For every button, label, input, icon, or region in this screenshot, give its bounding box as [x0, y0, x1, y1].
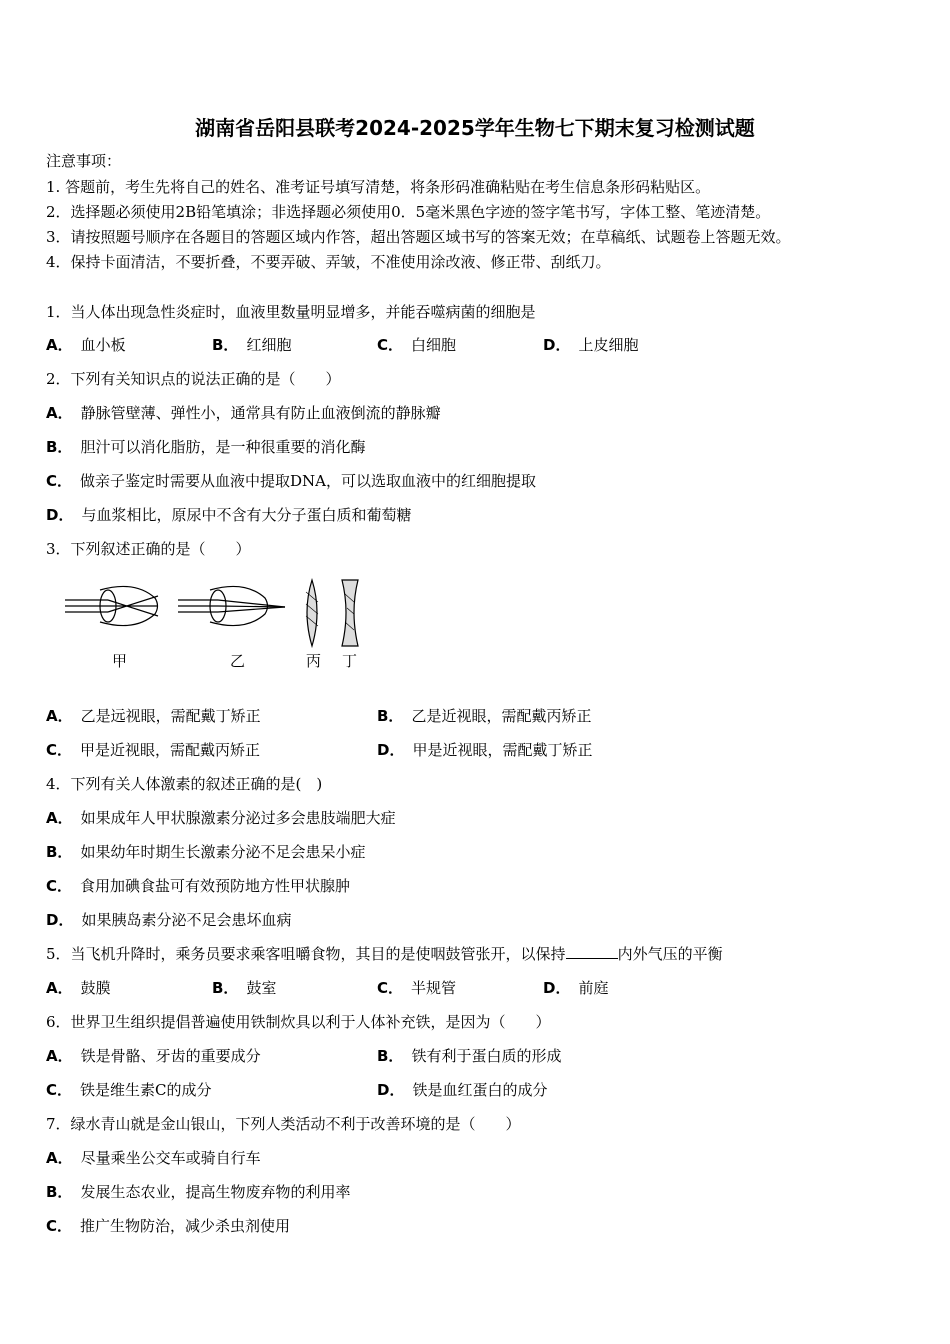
eye-diagram-yi: [178, 586, 285, 625]
page-title: 湖南省岳阳县联考2024-2025学年生物七下期末复习检测试题: [195, 116, 755, 140]
q3-option-a[interactable]: A． 乙是远视眼，需配戴丁矫正: [46, 707, 261, 725]
q3-option-c[interactable]: C． 甲是近视眼，需配戴丙矫正: [46, 741, 261, 759]
figure-label-yi: 乙: [230, 652, 246, 670]
eye-lens-figure: [60, 572, 380, 672]
q5-option-c[interactable]: C． 半规管: [377, 979, 457, 997]
q1-option-b[interactable]: B． 红细胞: [212, 336, 292, 354]
q6-stem: 6．世界卫生组织提倡普遍使用铁制炊具以利于人体补充铁，是因为（ ）: [46, 1013, 551, 1031]
concave-lens-ding: [342, 580, 358, 646]
q2-option-d[interactable]: D． 与血浆相比，原尿中不含有大分子蛋白质和葡萄糖: [46, 506, 412, 524]
q4-option-b[interactable]: B． 如果幼年时期生长激素分泌不足会患呆小症: [46, 843, 366, 861]
notice-item-4: 4．保持卡面清洁，不要折叠，不要弄破、弄皱，不准使用涂改液、修正带、刮纸刀。: [46, 253, 611, 271]
q2-option-b[interactable]: B． 胆汁可以消化脂肪，是一种很重要的消化酶: [46, 438, 366, 456]
q7-stem: 7．绿水青山就是金山银山，下列人类活动不利于改善环境的是（ ）: [46, 1115, 521, 1133]
q4-option-c[interactable]: C． 食用加碘食盐可有效预防地方性甲状腺肿: [46, 877, 351, 895]
notice-item-1: 1. 答题前，考生先将自己的姓名、准考证号填写清楚，将条形码准确粘贴在考生信息条形码粘贴区。: [46, 178, 711, 196]
q1-option-d[interactable]: D． 上皮细胞: [543, 336, 639, 354]
q5-option-b[interactable]: B． 鼓室: [212, 979, 277, 997]
notice-heading: 注意事项：: [46, 152, 122, 170]
q3-option-b[interactable]: B． 乙是近视眼，需配戴丙矫正: [377, 707, 592, 725]
figure-label-bing: 丙: [306, 652, 322, 670]
q5-stem: 5．当飞机升降时，乘务员要求乘客咀嚼食物，其目的是使咽鼓管张开，以保持 内外气压的平衡: [46, 945, 723, 963]
q2-stem: 2．下列有关知识点的说法正确的是（ ）: [46, 370, 341, 388]
q4-option-d[interactable]: D． 如果胰岛素分泌不足会患坏血病: [46, 911, 292, 929]
figure-label-ding: 丁: [342, 652, 358, 670]
notice-item-2: 2．选择题必须使用2B铅笔填涂；非选择题必须使用0．5毫米黑色字迹的签字笔书写，字体工整、笔迹清楚。: [46, 203, 771, 221]
q7-option-a[interactable]: A． 尽量乘坐公交车或骑自行车: [46, 1149, 261, 1167]
q4-option-a[interactable]: A． 如果成年人甲状腺激素分泌过多会患肢端肥大症: [46, 809, 396, 827]
q5-option-a[interactable]: A． 鼓膜: [46, 979, 111, 997]
q1-option-c[interactable]: C． 白细胞: [377, 336, 457, 354]
q5-option-d[interactable]: D． 前庭: [543, 979, 609, 997]
q3-option-d[interactable]: D． 甲是近视眼，需配戴丁矫正: [377, 741, 593, 759]
notice-item-3: 3．请按照题号顺序在各题目的答题区域内作答，超出答题区域书写的答案无效；在草稿纸、试题卷上答题无效。: [46, 228, 791, 246]
q2-option-c[interactable]: C． 做亲子鉴定时需要从血液中提取DNA，可以选取血液中的红细胞提取: [46, 472, 537, 490]
q6-option-c[interactable]: C． 铁是维生素C的成分: [46, 1081, 212, 1099]
q1-option-a[interactable]: A． 血小板: [46, 336, 126, 354]
q2-option-a[interactable]: A． 静脉管壁薄、弹性小，通常具有防止血液倒流的静脉瓣: [46, 404, 441, 422]
convex-lens-bing: [306, 580, 318, 646]
q6-option-d[interactable]: D． 铁是血红蛋白的成分: [377, 1081, 548, 1099]
q1-stem: 1．当人体出现急性炎症时，血液里数量明显增多，并能吞噬病菌的细胞是: [46, 303, 536, 321]
figure-label-jia: 甲: [112, 652, 128, 670]
q7-option-b[interactable]: B． 发展生态农业，提高生物废弃物的利用率: [46, 1183, 351, 1201]
q6-option-a[interactable]: A． 铁是骨骼、牙齿的重要成分: [46, 1047, 261, 1065]
q6-option-b[interactable]: B． 铁有利于蛋白质的形成: [377, 1047, 562, 1065]
eye-diagram-jia: [65, 586, 158, 625]
q3-stem: 3．下列叙述正确的是（ ）: [46, 540, 251, 558]
q4-stem: 4．下列有关人体激素的叙述正确的是( ): [46, 775, 323, 793]
q5-blank[interactable]: [566, 944, 618, 959]
q7-option-c[interactable]: C． 推广生物防治，减少杀虫剂使用: [46, 1217, 291, 1235]
